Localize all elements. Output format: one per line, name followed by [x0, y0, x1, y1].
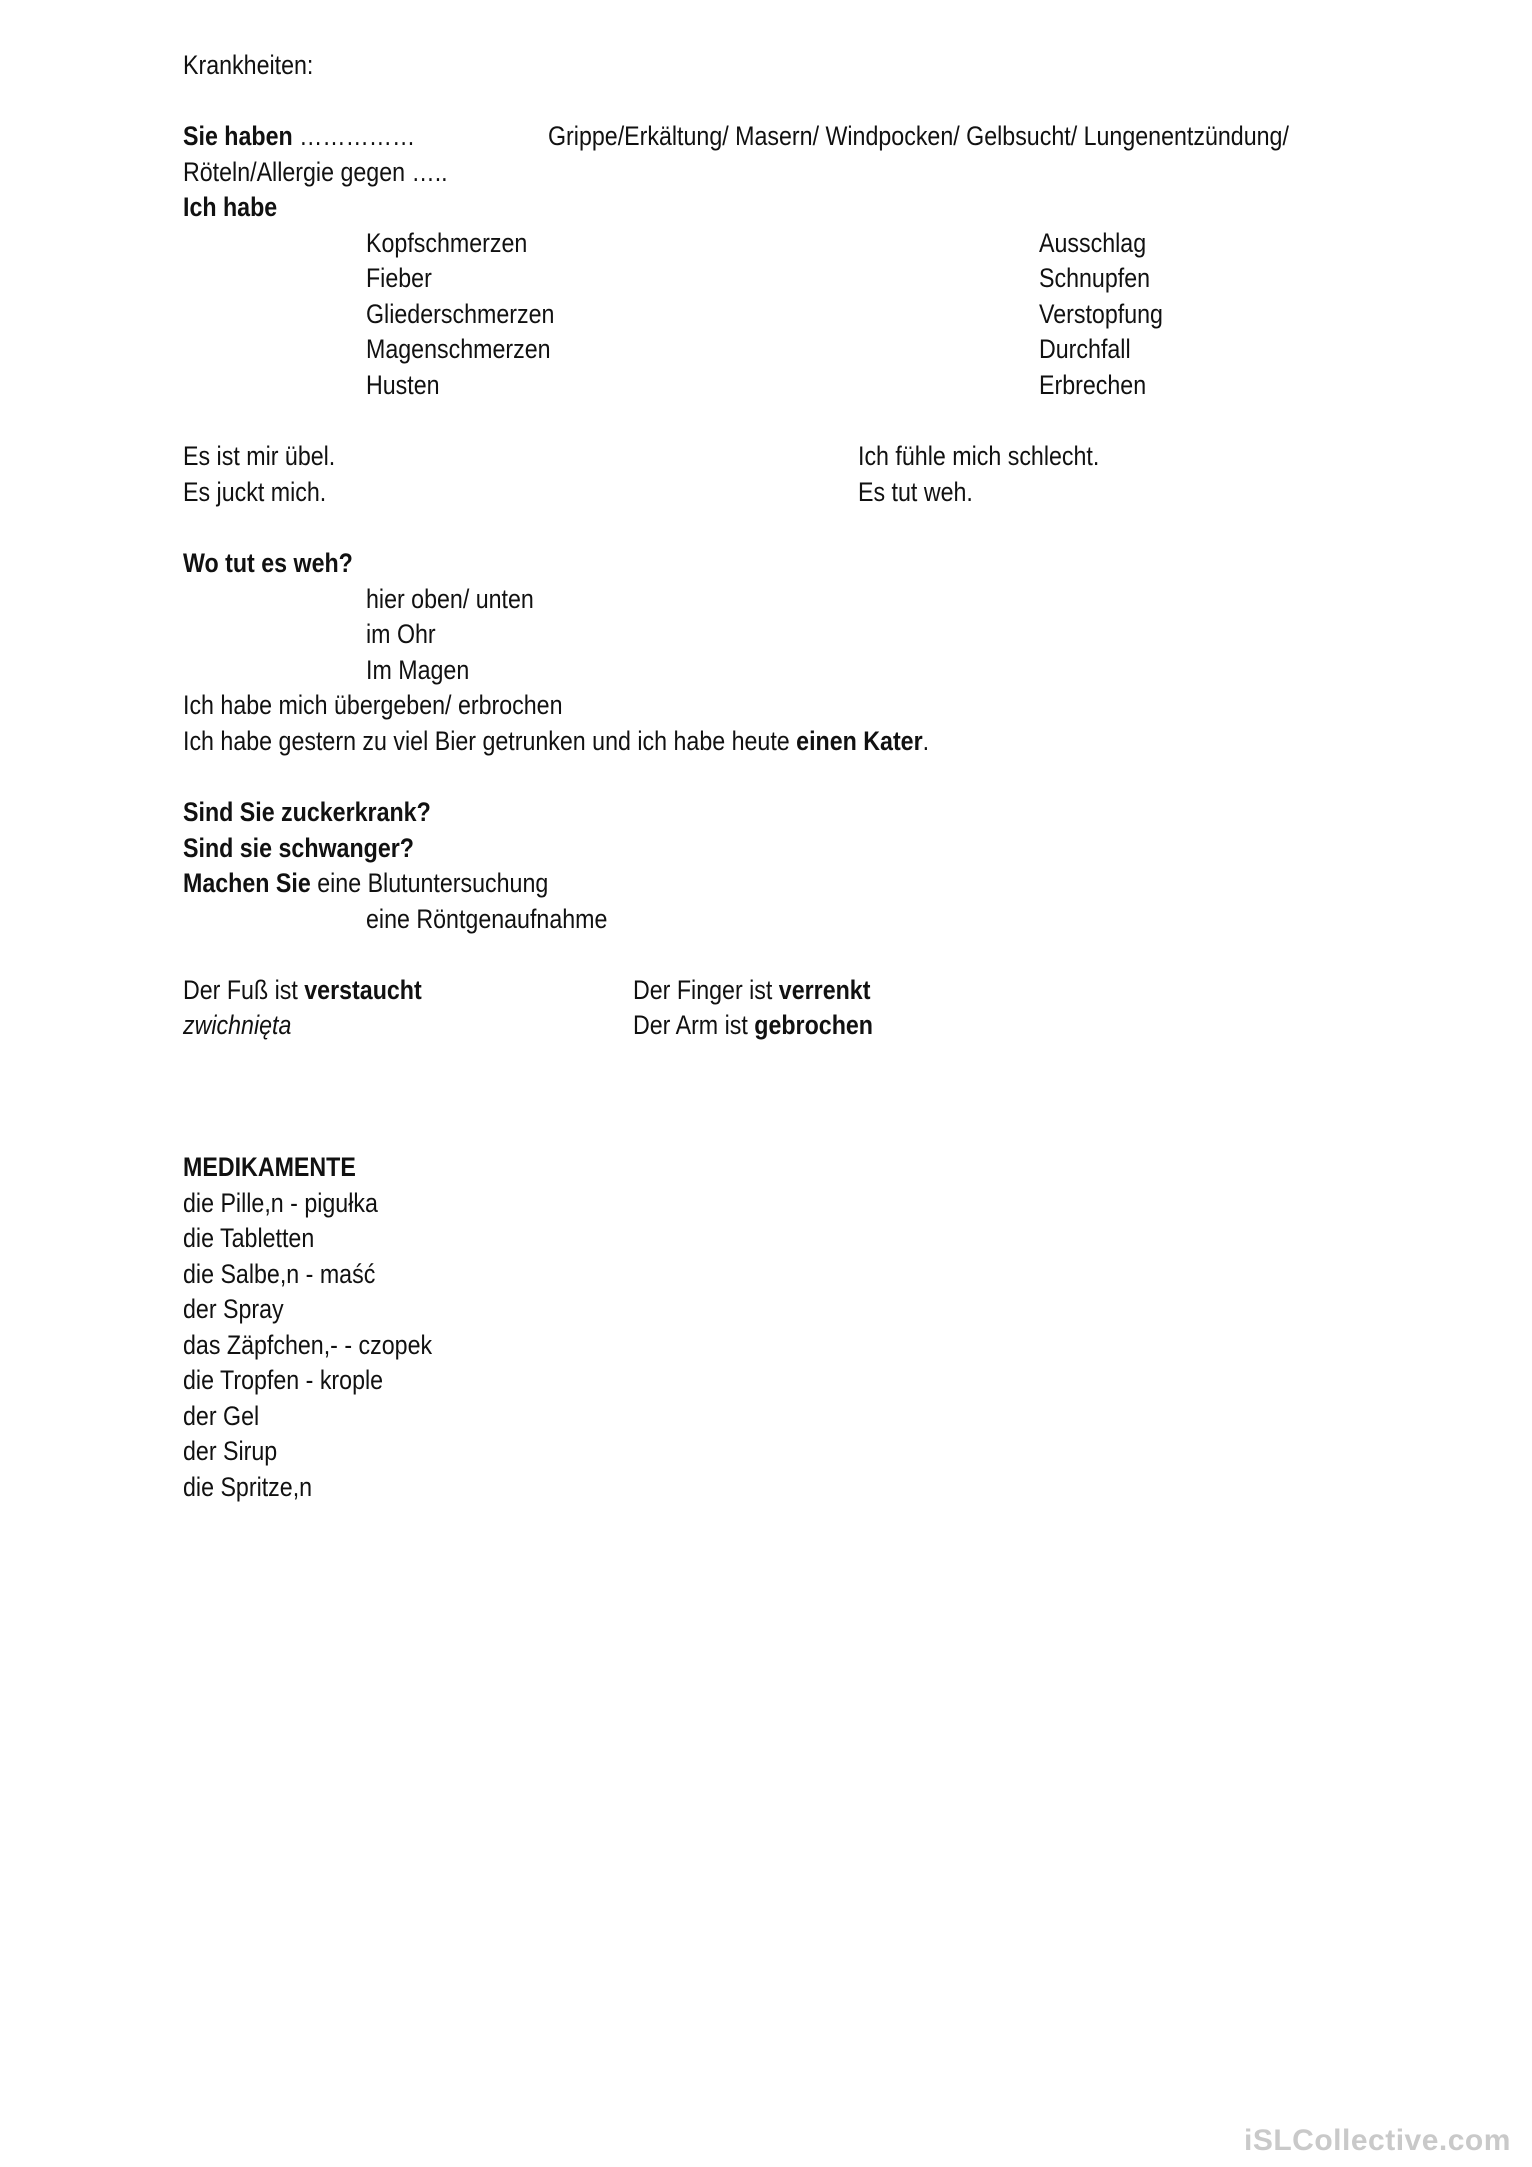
symptom-left-item: Fieber [366, 263, 432, 293]
medikament-item: das Zäpfchen,- - czopek [183, 1330, 433, 1360]
wo-tut-es-weh-question: Wo tut es weh? [183, 548, 353, 578]
finger-sentence [633, 972, 870, 1008]
symptom-right-item: Durchfall [1039, 334, 1131, 364]
kater-bold: einen Kater [796, 726, 923, 756]
machen-sie-rest: eine Blutuntersuchung [310, 868, 549, 898]
symptom-left-item: Kopfschmerzen [366, 228, 528, 258]
phrase-left: Es ist mir übel. [183, 441, 336, 471]
ubergeben-sentence: Ich habe mich übergeben/ erbrochen [183, 690, 563, 720]
symptom-right-item: Erbrechen [1039, 370, 1147, 400]
pain-location-item: hier oben/ unten [366, 584, 534, 614]
phrase-left: Es juckt mich. [183, 477, 327, 507]
symptom-left-item: Magenschmerzen [366, 334, 551, 364]
page-title: Krankheiten: [183, 50, 314, 80]
kater-sentence [183, 723, 929, 759]
phrase-right: Ich fühle mich schlecht. [858, 441, 1100, 471]
symptom-left-item: Husten [366, 370, 440, 400]
medikament-item: die Salbe,n - maść [183, 1259, 376, 1289]
symptom-right-item: Verstopfung [1039, 299, 1163, 329]
machen-sie-line [183, 865, 548, 901]
medikament-item: der Spray [183, 1294, 284, 1324]
ich-habe-label: Ich habe [183, 192, 278, 222]
machen-sie-bold: Machen Sie [183, 868, 311, 898]
finger-prefix: Der Finger ist [633, 975, 779, 1005]
fuss-sentence [183, 972, 422, 1008]
kater-prefix: Ich habe gestern zu viel Bier getrunken und ich habe heute [183, 726, 797, 756]
question-zuckerkrank: Sind Sie zuckerkrank? [183, 797, 431, 827]
symptom-right-item: Schnupfen [1039, 263, 1151, 293]
watermark: iSLCollective.com [1244, 2124, 1511, 2157]
pain-location-item: Im Magen [366, 655, 470, 685]
medikament-item: der Sirup [183, 1436, 278, 1466]
sie-haben-line [183, 118, 415, 154]
medikament-item: die Spritze,n [183, 1472, 313, 1502]
medikamente-heading: MEDIKAMENTE [183, 1152, 356, 1182]
medikament-item: die Pille,n - pigułka [183, 1188, 378, 1218]
sie-haben-dots: …………… [292, 121, 416, 151]
pain-location-item: im Ohr [366, 619, 436, 649]
sie-haben-label: Sie haben [183, 121, 293, 151]
question-schwanger: Sind sie schwanger? [183, 833, 414, 863]
medikament-item: der Gel [183, 1401, 260, 1431]
medikament-item: die Tropfen - krople [183, 1365, 384, 1395]
arm-bold: gebrochen [754, 1010, 873, 1040]
fuss-bold: verstaucht [304, 975, 422, 1005]
sie-haben-options-line2: Röteln/Allergie gegen ….. [183, 157, 448, 187]
arm-prefix: Der Arm ist [633, 1010, 755, 1040]
finger-bold: verrenkt [778, 975, 871, 1005]
symptom-left-item: Gliederschmerzen [366, 299, 555, 329]
symptom-right-item: Ausschlag [1039, 228, 1147, 258]
phrase-right: Es tut weh. [858, 477, 973, 507]
medikament-item: die Tabletten [183, 1223, 315, 1253]
fuss-prefix: Der Fuß ist [183, 975, 305, 1005]
kater-suffix: . [922, 726, 930, 756]
arm-sentence [633, 1007, 873, 1043]
fuss-translation: zwichnięta [183, 1010, 292, 1040]
machen-sie-second: eine Röntgenaufnahme [366, 904, 608, 934]
sie-haben-options-line1: Grippe/Erkältung/ Masern/ Windpocken/ Gelbsucht/ Lungenentzündung/ [548, 121, 1289, 151]
